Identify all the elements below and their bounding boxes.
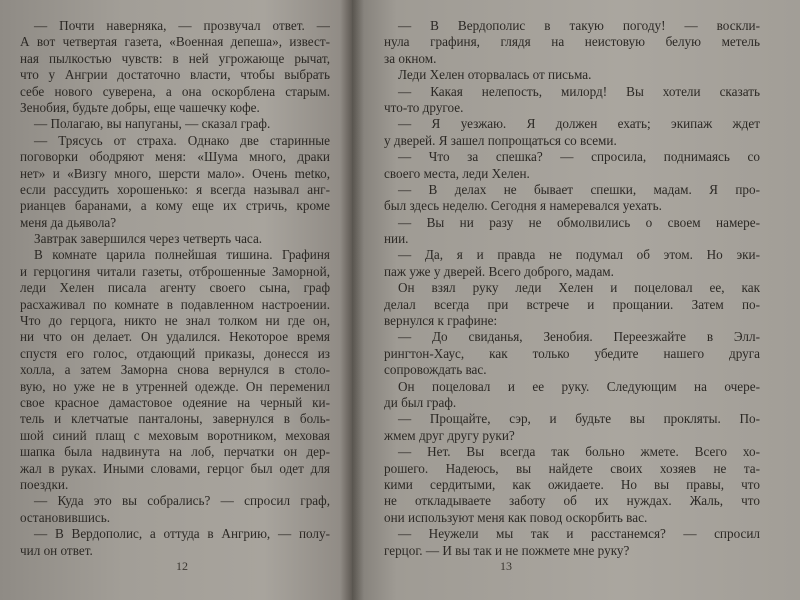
text-line: — Я уезжаю. Я должен ехать; экипаж ждет [398, 116, 760, 132]
text-line: — Почти наверняка, — прозвучал ответ. — [34, 18, 330, 33]
text-line: кими сердитыми, как ожидаете. Но вы правы, что [384, 476, 760, 492]
text-line: и герцогиня читали газеты, отброшенные Заморной, [20, 263, 330, 279]
book-gutter [340, 0, 364, 600]
text-line: — Прощайте, сэр, и будьте вы прокляты. По- [398, 411, 760, 427]
text-line: рианцев баранами, а кому еще их стричь, кроме [20, 198, 330, 214]
text-line: — Неужели мы так и расстанемся? — спросил [398, 526, 760, 542]
text-line: нии. [384, 231, 409, 247]
text-line: у дверей. Я зашел попрощаться со всеми. [384, 132, 617, 148]
text-line: жмем друг другу руки? [384, 427, 515, 443]
text-line: — Вы ни разу не обмолвились о своем намере- [398, 214, 760, 230]
text-line: ди был граф. [384, 394, 457, 410]
text-line: расхаживал по комнате в подавленном настроении. [20, 296, 330, 312]
text-line: — Какая нелепость, милорд! Вы хотели сказать [398, 83, 760, 99]
text-line: остановившись. [20, 509, 111, 525]
page-number: 12 [176, 559, 188, 573]
text-line: не откладываете заботу об их нуждах. Жаль, что [384, 493, 760, 509]
text-line: шапка была надвинута на лоб, перчатки он дер- [20, 444, 330, 460]
text-line: А вот четвертая газета, «Военная депеша», извест- [20, 34, 330, 50]
text-line: нет» и «Визгу много, шерсти мало». Очень metко, [20, 165, 330, 181]
right-page-text [384, 18, 760, 559]
text-line: свое красное дамастовое одеяние на черный ки- [20, 394, 330, 410]
text-line: своего места, леди Хелен. [384, 165, 530, 181]
text-line: Он поцеловал и ее руку. Следующим на очере- [398, 378, 760, 394]
text-line: что у Ангрии достаточно власти, чтобы выбрать [20, 67, 330, 83]
text-line: вую, но уже не в утренней одежде. Он переменил [20, 378, 330, 394]
text-line: спустя его голос, отдающий приказы, донесся из [20, 345, 330, 361]
text-line: Завтрак завершился через четверть часа. [34, 231, 263, 247]
text-line: вернулся к графине: [384, 313, 498, 329]
text-line: поездки. [20, 476, 69, 492]
text-line: тель и клетчатые панталоны, завернулся в боль- [20, 411, 330, 427]
text-line: рошего. Надеюсь, вы найдете своих хозяев не та- [384, 460, 760, 476]
text-line: — Что за спешка? — спросила, поднимаясь со [398, 149, 760, 165]
text-line: сопровождать вас. [384, 362, 487, 378]
text-line: — Нет. Вы всегда так больно жмете. Всего хо- [398, 444, 760, 460]
text-line: Зенобия, будьте добры, еще чашечку кофе. [20, 99, 260, 115]
text-line: — В Вердополис в такую погоду! — воскли- [398, 18, 760, 33]
text-line: холла, а затем Заморна снова вернулся в столо- [20, 362, 330, 378]
text-line: они используют меня как повод оскорбить вас. [384, 509, 648, 525]
text-line: чил он ответ. [20, 542, 93, 558]
text-line: себе нового суверена, а она оскорблена старым. [20, 83, 330, 99]
text-line: поговорки ободряют меня: «Шума много, драки [20, 149, 330, 165]
text-line: меня да дьявола? [20, 214, 117, 230]
text-line: Он взял руку леди Хелен и поцеловал ее, как [398, 280, 760, 296]
left-page-text [20, 18, 330, 559]
text-line: В комнате царила полнейшая тишина. Графиня [34, 247, 330, 263]
text-line: — Да, я и правда не подумал об этом. Но эки- [398, 247, 760, 263]
text-line: — Куда это вы собрались? — спросил граф, [34, 493, 330, 509]
text-line: шой синий плащ с меховым воротником, меховая [20, 427, 330, 443]
text-line: Что до герцога, никто не знал толком ни где он, [20, 313, 330, 329]
left-page [0, 0, 352, 600]
text-line: — До свиданья, Зенобия. Переезжайте в Элл- [398, 329, 760, 345]
text-line: рингтон-Хаус, как только убедите нашего друга [384, 345, 760, 361]
right-page [352, 0, 800, 600]
text-line: делал всегда при встрече и прощании. Затем по- [384, 296, 760, 312]
text-line: Леди Хелен оторвалась от письма. [398, 67, 592, 83]
text-line: ная пылкостью чувств: в ней угрожающе рычат, [20, 50, 330, 66]
text-line: герцог. — И вы так и не пожмете мне руку? [384, 542, 630, 558]
text-line: за окном. [384, 50, 437, 66]
text-line: — В делах не бывает спешки, мадам. Я про- [398, 181, 760, 197]
text-line: ни что он делает. Он удалился. Некоторое время [20, 329, 330, 345]
text-line: паж уже у дверей. Всего доброго, мадам. [384, 263, 614, 279]
text-line: — В Вердополис, а оттуда в Ангрию, — полу- [34, 526, 330, 542]
text-line: — Полагаю, вы напуганы, — сказал граф. [34, 116, 271, 132]
page-number: 13 [500, 559, 512, 573]
text-line: был здесь неделю. Сегодня я намеревался уехать. [384, 198, 662, 214]
text-line: если рассудить хорошенько: я всегда называл анг- [20, 181, 330, 197]
text-line: — Трясусь от страха. Однако две старинные [34, 132, 330, 148]
text-line: жал в руках. Иными словами, герцог был одет для [20, 460, 330, 476]
text-line: что-то другое. [384, 99, 464, 115]
text-line: леди Хелен писала агенту своего сына, граф [20, 280, 330, 296]
text-line: нула графиня, глядя на неистовую белую метель [384, 34, 760, 50]
